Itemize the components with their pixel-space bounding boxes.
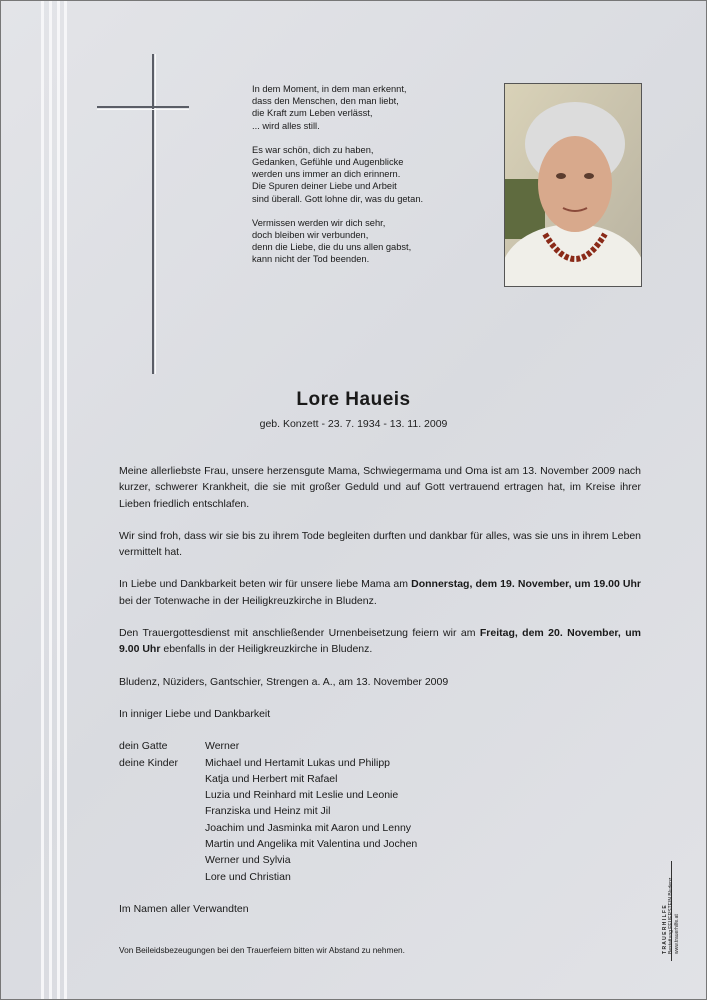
poem-line: werden uns immer an dich erinnern. [252, 169, 401, 180]
poem-stanza [252, 144, 482, 205]
relative-names [205, 738, 239, 754]
relative-name: Lore und Christian [205, 870, 291, 883]
text-span: In Liebe und Dankbarkeit beten wir für unsere liebe Mama am [119, 578, 412, 591]
paragraph-service [119, 625, 641, 658]
text-span: ebenfalls in der Heiligkreuzkirche in Bludenz. [160, 643, 373, 656]
poem-line: Gedanken, Gefühle und Augenblicke [252, 157, 404, 168]
relative-group [119, 755, 641, 885]
poem-line: In dem Moment, in dem man erkennt, [252, 84, 407, 94]
paragraph-vigil [119, 576, 641, 609]
signature-line: Im Namen aller Verwandten [119, 902, 249, 915]
relative-label: dein Gatte [119, 740, 168, 753]
life-dates: geb. Konzett - 23. 7. 1934 - 13. 11. 2009 [259, 418, 448, 430]
closing-phrase: In inniger Liebe und Dankbarkeit [119, 707, 271, 720]
relative-group [119, 738, 641, 754]
decorative-stripes [41, 1, 67, 999]
text-span: bei der Totenwache in der Heiligkreuzkirche in Bludenz. [119, 594, 377, 607]
deceased-name: Lore Haueis [296, 389, 411, 410]
poem-line: doch bleiben wir verbunden, [252, 230, 369, 241]
logo-line: www.trauerhilfe.at [674, 914, 680, 954]
relative-label: deine Kinder [119, 756, 178, 769]
poem-line: kann nicht der Tod beenden. [252, 254, 370, 265]
poem-line: ... wird alles still. [252, 120, 320, 131]
relative-names [205, 755, 417, 885]
logo-line: T R A U E R H I L F E [662, 905, 668, 954]
service-date: Freitag, dem 20. November, um 9.00 Uhr [119, 627, 641, 656]
poem-stanza [252, 83, 482, 132]
relative-name: Werner und Sylvia [205, 854, 291, 867]
relative-name: Luzia und Reinhard mit Leslie und Leonie [205, 789, 399, 802]
relative-name: Franziska und Heinz mit Jil [205, 805, 331, 818]
poem-line: denn die Liebe, die du uns allen gabst, [252, 242, 412, 253]
poem-stanza [252, 217, 482, 266]
portrait-photo [504, 83, 642, 287]
place-date-line: Bludenz, Nüziders, Gantschier, Strengen a. A., am 13. November 2009 [119, 675, 449, 688]
poem-line: dass den Menschen, den man liebt, [252, 96, 399, 107]
paragraph: Wir sind froh, dass wir sie bis zu ihrem Tode begleiten durften und dankbar für alles, was sie uns in ihrem Leben vermittelt hat. [119, 529, 641, 559]
text-span: Den Trauergottesdienst mit anschließender Urnenbeisetzung feiern wir am [119, 627, 480, 640]
relative-name: Martin und Angelika mit Valentina und Jochen [205, 838, 418, 851]
poem-line: sind überall. Gott lohne dir, was du getan. [252, 193, 424, 204]
poem [252, 83, 482, 278]
footer-note: Von Beileidsbezeugungen bei den Trauerfeiern bitten wir Abstand zu nehmen. [119, 945, 405, 955]
logo-line: Bestattung FEUERSTEIN Bludenz [668, 877, 674, 954]
obituary-body [119, 463, 641, 933]
poem-line: die Kraft zum Leben verlässt, [252, 108, 373, 119]
vigil-date: Donnerstag, dem 19. November, um 19.00 Uhr [411, 578, 641, 591]
poem-line: Es war schön, dich zu haben, [252, 144, 374, 155]
poem-line: Die Spuren deiner Liebe und Arbeit [252, 181, 397, 192]
relative-name: Michael und Hertamit Lukas und Philipp [205, 756, 391, 769]
relative-name: Werner [205, 740, 240, 753]
funeral-home-logo [657, 861, 687, 961]
paragraph: Meine allerliebste Frau, unsere herzensgute Mama, Schwiegermama und Oma ist am 13. November 2009 nach kurzer, schwerer Krankheit, die sie mit großer Geduld und auf Gott vertrauend ertragen hat, im Kreise ihrer Lieben friedlich entschlafen. [119, 465, 641, 510]
relative-name: Katja und Herbert mit Rafael [205, 772, 338, 785]
relative-name: Joachim und Jasminka mit Aaron und Lenny [205, 821, 412, 834]
poem-line: Vermissen werden wir dich sehr, [252, 217, 386, 228]
